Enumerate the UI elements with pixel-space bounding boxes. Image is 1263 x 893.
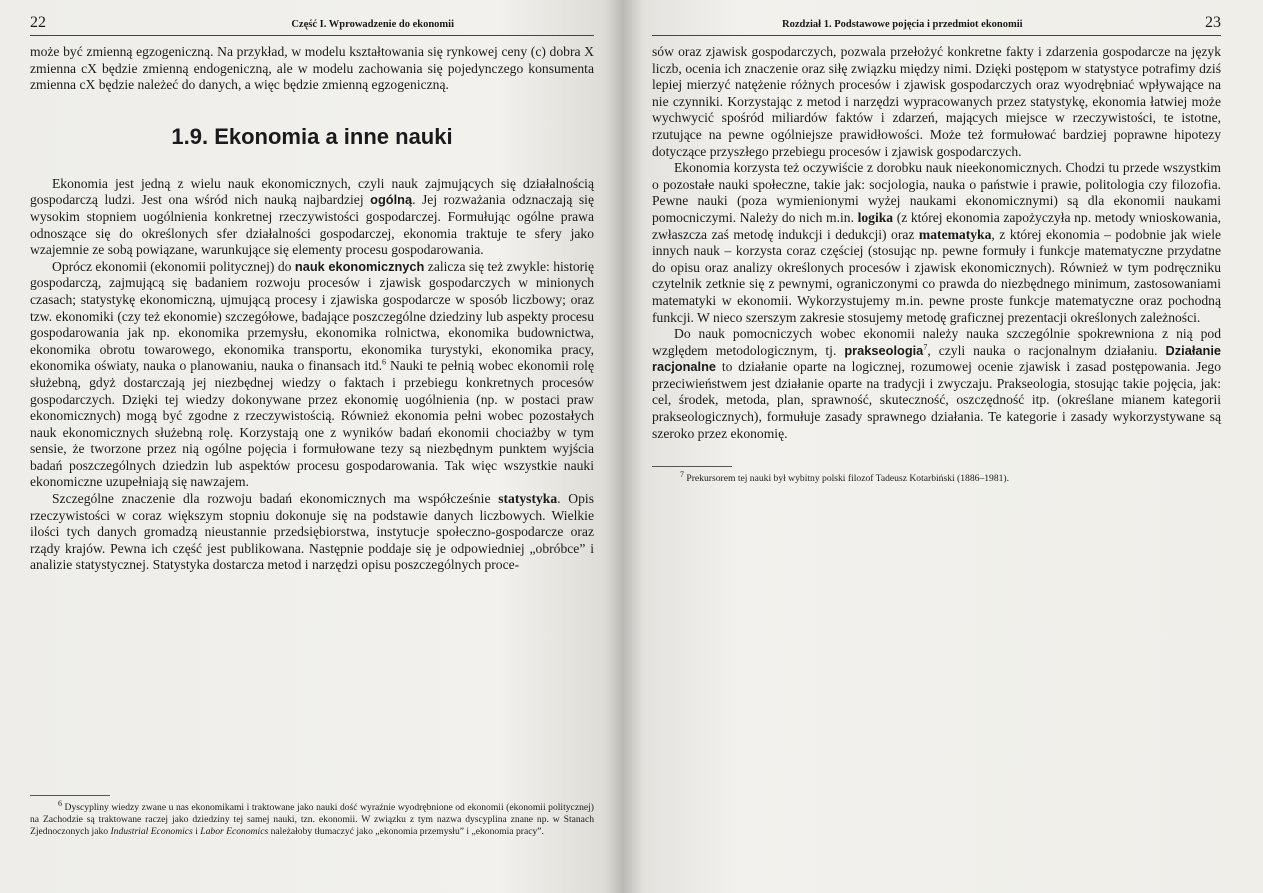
term-logika: logika	[857, 209, 894, 225]
left-footnote-block	[30, 795, 594, 838]
footnote-ref-7: 7	[923, 342, 928, 352]
term-prakseologia: prakseologia	[844, 342, 924, 358]
intro-paragraph: może być zmienną egzogeniczną. Na przykład, w modelu kształtowania się rynkowej ceny (c) dobra X zmienna cX będzie zmienną endogeniczną, ale w modelu zachowania się pojedynczego konsumenta zmienna cX będzie należeć do danych, a więc będzie zmienną egzogeniczną.	[30, 44, 594, 93]
footnote-rule	[652, 466, 732, 467]
right-running-title: Rozdział 1. Podstawowe pojęcia i przedmiot ekonomii	[782, 19, 1023, 30]
left-running-title: Część I. Wprowadzenie do ekonomii	[291, 19, 454, 30]
term-dzialanie-racjonalne: Działanie racjonalne	[652, 342, 1221, 375]
right-footnote-block	[652, 466, 1221, 485]
left-page-number: 22	[30, 14, 46, 31]
right-page	[624, 0, 1263, 893]
term-ogolna: ogólną	[370, 192, 413, 208]
right-paragraph-3: Do nauk pomocniczych wobec ekonomii należy nauka szczególnie spokrewniona z nią pod względem metodologicznym, tj. prakseologia$^7$, czyli nauka o racjonalnym działaniu. Działanie racjonalne to działanie oparte na logicznej, rozumowej ocenie zjawisk i zasad postępowania. Jego przeciwieństwem jest działanie oparte na tradycji i zwyczaju. Prakseologia, stosując takie pojęcia, jak: cel, środek, metoda, plan, sprawność, skuteczność, oszczędność itp. (określane mianem kategorii prakseologicznych), formułuje zasady sprawnego działania. Te kategorie i zasady wykorzystywane są szeroko przez ekonomię.	[652, 326, 1221, 441]
right-paragraph-2: Ekonomia korzysta też oczywiście z dorobku nauk nieekonomicznych. Chodzi tu przede wszystkim o pozostałe nauki społeczne, takie jak: socjologia, nauka o państwie i prawie, politologia czy filozofia. Pewne nauki (poza wymienionymi wyżej naukami ekonomicznymi) są dla ekonomii naukami pomocniczymi. Należy do nich m.in. logika (z której ekonomia zapożyczyła np. metody wnioskowania, zwłaszcza zaś metodę indukcji i dedukcji) oraz matematyka, z której ekonomia – podobnie jak wiele innych nauk – korzysta coraz częściej (stosując np. pewne formuły i funkcje matematyczne przydatne do opisu oraz analizy określonych procesów i zjawisk ekonomicznych). Również w tym podręczniku czytelnik zetknie się z pewnymi, ograniczonymi co prawda do niezbędnego minimum, zastosowaniami matematyki w ekonomii. Wykorzystujemy m.in. pewne proste funkcje matematyczne oraz pochodną funkcji. W nieco szerszym zakresie stosujemy metodę graficznej prezentacji określonych zależności.	[652, 160, 1221, 325]
term-statystyka: statystyka	[498, 491, 558, 507]
term-nauki-ekonomiczne: nauk ekonomicznych	[294, 258, 425, 274]
footnote-rule	[30, 795, 110, 796]
left-page	[0, 0, 624, 893]
left-paragraph-2: Oprócz ekonomii (ekonomii politycznej) do nauk ekonomicznych zalicza się też zwykle: historię gospodarczą, zajmującą się badaniem rozwoju procesów i zjawisk gospodarczych w minionych czasach; statystykę ekonomiczną, ujmującą procesy i zjawiska gospodarcze w sposób liczbowy; oraz tzw. ekonomiki (czy też ekonomie) szczegółowe, badające poszczególne dziedziny lub aspekty procesu gospodarowania jak np. ekonomika przemysłu, ekonomika rolnictwa, ekonomika budownictwa, ekonomika obrotu towarowego, ekonomika transportu, ekonomika turystyki, ekonomika pracy, ekonomika oświaty, nauka o planowaniu, nauka o finansach itd.$^6$ Nauki te pełnią wobec ekonomii rolę służebną, gdyż dostarczają jej niezbędnej wiedzy o faktach i przebiegu konkretnych procesów gospodarczych. Dzięki tej wiedzy dokonywane przez ekonomię uogólnienia (np. w postaci praw ekonomicznych) mogą być zgodne z rzeczywistością. Również ekonomia pełni wobec pozostałych nauk ekonomicznych służebną rolę. Korzystają one z wyników badań ekonomii chociażby w tym sensie, że tworzone przez nią ogólne pojęcia i formułowane tezy są niezbędnym punktem wyjścia badań poszczególnych dziedzin lub aspektów procesu gospodarowania. Tak więc wszystkie nauki ekonomiczne uzupełniają się nawzajem.	[30, 258, 594, 490]
footnote-6: $^6$ Dyscypliny wiedzy zwane u nas ekonomikami i traktowane jako nauki dość wyraźnie wyodrębnione od ekonomii (ekonomii politycznej) na Zachodzie są traktowane raczej jako dziedziny tej samej nauki, tzn. ekonomii. W związku z tym nazwa dyscyplina znane np. w Stanach Zjednoczonych jako Industrial Economics i Labor Economics należałoby tłumaczyć jako „ekonomia przemysłu” i „ekonomia pracy”.	[30, 798, 594, 837]
right-running-head	[652, 14, 1221, 36]
footnote-ref-6: 6	[382, 357, 387, 367]
section-heading: 1.9. Ekonomia a inne nauki	[171, 123, 453, 149]
right-page-number: 23	[1205, 14, 1221, 31]
left-paragraph-3: Szczególne znaczenie dla rozwoju badań ekonomicznych ma współcześnie statystyka. Opis rzeczywistości w coraz większym stopniu dokonuje się na podstawie danych liczbowych. Wielkie ilości tych danych gromadzą nieustannie przedsiębiorstwa, instytucje społeczno-gospodarcze oraz rządy krajów. Pewna ich część jest publikowana. Następnie poddaje się je odpowiedniej „obróbce” i analizie statystycznej. Statystyka dostarcza metod i narzędzi opisu poszczególnych proce-	[30, 491, 594, 573]
footnote-7: $^7$ Prekursorem tej nauki był wybitny polski filozof Tadeusz Kotarbiński (1886–1981).	[680, 470, 1010, 485]
term-matematyka: matematyka	[918, 226, 992, 242]
left-running-head	[30, 14, 594, 36]
left-paragraph-1: Ekonomia jest jedną z wielu nauk ekonomicznych, czyli nauk zajmujących się działalnością gospodarczą ludzi. Jest ona wśród nich nauką najbardziej ogólną. Jej rozważania odznaczają się wysokim stopniem uogólnienia konkretnej rzeczywistości gospodarczej. Formułując ogólne prawa odnoszące się do określonych sfer działalności gospodarczej, ekonomia traktuje te sfery jako wzajemnie ze sobą powiązane, warunkujące się elementy procesu gospodarowania.	[30, 175, 594, 258]
right-paragraph-1: sów oraz zjawisk gospodarczych, pozwala przełożyć konkretne fakty i zdarzenia gospodarcze na język liczb, ocenia ich znaczenie oraz siłę związku między nimi. Dzięki postępom w statystyce potrafimy dziś lepiej mierzyć natężenie różnych procesów i zjawisk gospodarczych oraz wyodrębniać wpływające na nie czynniki. Korzystając z metod i narzędzi wypracowanych przez statystykę, ekonomia łatwiej może wychwycić spośród miliardów faktów i zdarzeń, mających miejsce w rzeczywistości, te istotne, rzutujące na pewne ogólniejsze prawidłowości. Może też formułować bardziej poprawne hipotezy dotyczące przyszłego przebiegu procesów i zjawisk gospodarczych.	[652, 44, 1221, 159]
